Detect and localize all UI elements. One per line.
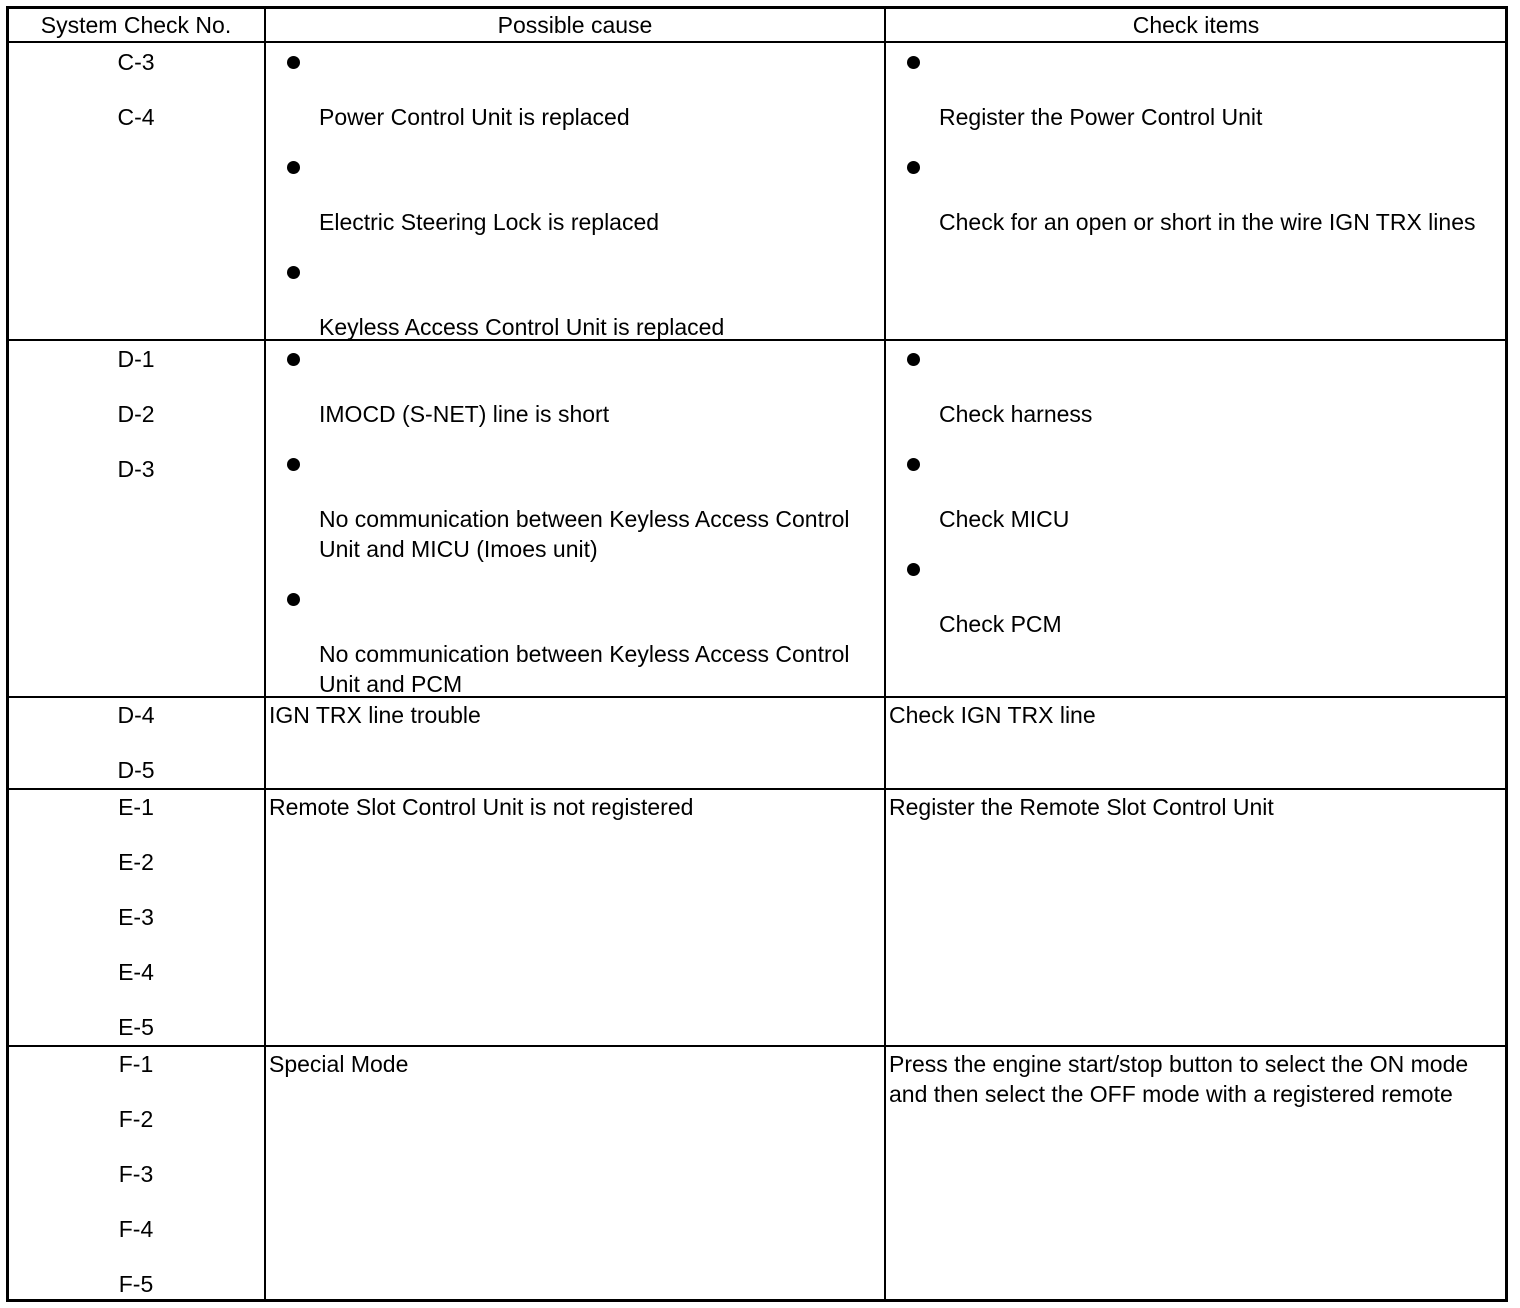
system-check-code: D-2 <box>117 401 155 427</box>
possible-cause-text: IGN TRX line trouble <box>269 702 481 728</box>
check-item-text: Check IGN TRX line <box>889 702 1096 728</box>
header-possible-cause: Possible cause <box>497 12 653 38</box>
column-divider <box>264 6 266 1302</box>
bullet-icon <box>287 161 300 174</box>
bullet-icon <box>287 458 300 471</box>
bullet-icon <box>287 353 300 366</box>
possible-cause-item: Electric Steering Lock is replaced <box>319 209 660 235</box>
system-check-code: C-4 <box>117 104 155 130</box>
check-item-text: Press the engine start/stop button to select the ON mode and then select the OFF mode with a registered remote <box>889 1051 1469 1107</box>
bullet-icon <box>907 563 920 576</box>
system-check-code: E-5 <box>118 1014 154 1040</box>
check-item: Check harness <box>939 401 1093 427</box>
system-check-code: D-4 <box>117 702 155 728</box>
bullet-icon <box>287 56 300 69</box>
check-item: Register the Power Control Unit <box>939 104 1263 130</box>
check-item-text: Register the Remote Slot Control Unit <box>889 794 1274 820</box>
possible-cause-item: IMOCD (S-NET) line is short <box>319 401 610 427</box>
bullet-icon <box>907 458 920 471</box>
check-item: Check for an open or short in the wire IGN TRX lines <box>939 209 1476 235</box>
bullet-icon <box>907 56 920 69</box>
possible-cause-item: Power Control Unit is replaced <box>319 104 630 130</box>
system-check-code: D-1 <box>117 346 155 372</box>
header-check-items: Check items <box>1132 12 1260 38</box>
system-check-code: D-5 <box>117 757 155 783</box>
check-item: Check MICU <box>939 506 1070 532</box>
system-check-code: D-3 <box>117 456 155 482</box>
check-item: Check PCM <box>939 611 1062 637</box>
system-check-code: E-2 <box>118 849 154 875</box>
system-check-code: F-4 <box>118 1216 154 1242</box>
bullet-icon <box>287 593 300 606</box>
possible-cause-text: Special Mode <box>269 1051 409 1077</box>
bullet-icon <box>287 266 300 279</box>
bullet-icon <box>907 161 920 174</box>
possible-cause-item: No communication between Keyless Access Control Unit and MICU (Imoes unit) <box>319 506 850 562</box>
system-check-code: F-1 <box>118 1051 154 1077</box>
possible-cause-item: Keyless Access Control Unit is replaced <box>319 314 725 340</box>
possible-cause-text: Remote Slot Control Unit is not registered <box>269 794 694 820</box>
header-system-check-no: System Check No. <box>40 12 232 38</box>
system-check-code: F-3 <box>118 1161 154 1187</box>
header-divider <box>6 41 1508 43</box>
column-divider <box>884 6 886 1302</box>
system-check-code: F-5 <box>118 1271 154 1297</box>
system-check-code: E-4 <box>118 959 154 985</box>
system-check-code: E-1 <box>118 794 154 820</box>
system-check-code: F-2 <box>118 1106 154 1132</box>
system-check-code: E-3 <box>118 904 154 930</box>
row-divider <box>6 788 1508 790</box>
system-check-code: C-3 <box>117 49 155 75</box>
possible-cause-item: No communication between Keyless Access Control Unit and PCM <box>319 641 850 697</box>
row-divider <box>6 1045 1508 1047</box>
bullet-icon <box>907 353 920 366</box>
